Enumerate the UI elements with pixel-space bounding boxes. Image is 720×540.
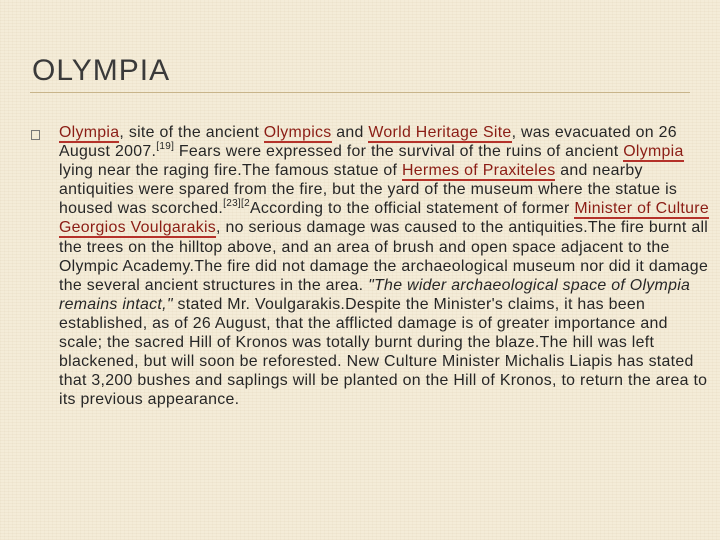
body-text-run: According to the official statement of former bbox=[249, 200, 575, 218]
wiki-link[interactable]: Olympics bbox=[263, 124, 332, 141]
body-text-run: Fears were expressed for the survival of the ruins of ancient bbox=[174, 143, 624, 161]
body-text-run: and nearby antiquities were spared from the fire, but the yard of the museum where the statue is housed was scorched. bbox=[59, 162, 678, 218]
body-text-run: , no serious damage was caused to the antiquities.The fire burnt all the trees on the hilltop above, and an area of brush and open space adjacent to the Olympic Academy.The fire did not damage the archaeological museum nor did it damage the several ancient structures in the area. bbox=[59, 219, 709, 294]
wiki-link[interactable]: Georgios Voulgarakis bbox=[59, 219, 217, 237]
wiki-link[interactable]: Hermes of Praxiteles bbox=[402, 162, 556, 180]
wiki-link[interactable]: World Heritage Site bbox=[368, 124, 512, 141]
citation-ref: [19] bbox=[156, 141, 175, 153]
wiki-link[interactable]: Minister of Culture bbox=[574, 200, 709, 218]
wiki-link[interactable]: Olympia bbox=[59, 124, 120, 141]
body-text-run: , site of the ancient bbox=[119, 124, 264, 141]
citation-ref: [23][2 bbox=[223, 198, 250, 210]
quote-text: "The wider archaeological space of Olympia remains intact," bbox=[59, 276, 691, 313]
body-text-run: and bbox=[331, 124, 369, 141]
wiki-link[interactable]: Olympia bbox=[623, 143, 684, 161]
bullet-marker bbox=[31, 130, 40, 140]
slide-title: OLYMPIA bbox=[32, 54, 171, 87]
title-divider bbox=[30, 92, 690, 93]
body-text-run: , was evacuated on 26 August 2007. bbox=[59, 124, 677, 161]
body-text-run: stated Mr. Voulgarakis.Despite the Minister's claims, it has been established, as of 26 August, that the afflicted damage is of greater importance and scale; the sacred Hill of Kronos was totally burnt during the blaze.The hill was left blackened, but will soon be reforested. New Culture Minister Michalis Liapis has stated that 3,200 bushes and saplings will be planted on the Hill of Kronos, to return the area to its previous appearance. bbox=[59, 295, 708, 409]
body-paragraph bbox=[59, 123, 709, 409]
body-text-run: lying near the raging fire.The famous statue of bbox=[59, 162, 402, 180]
